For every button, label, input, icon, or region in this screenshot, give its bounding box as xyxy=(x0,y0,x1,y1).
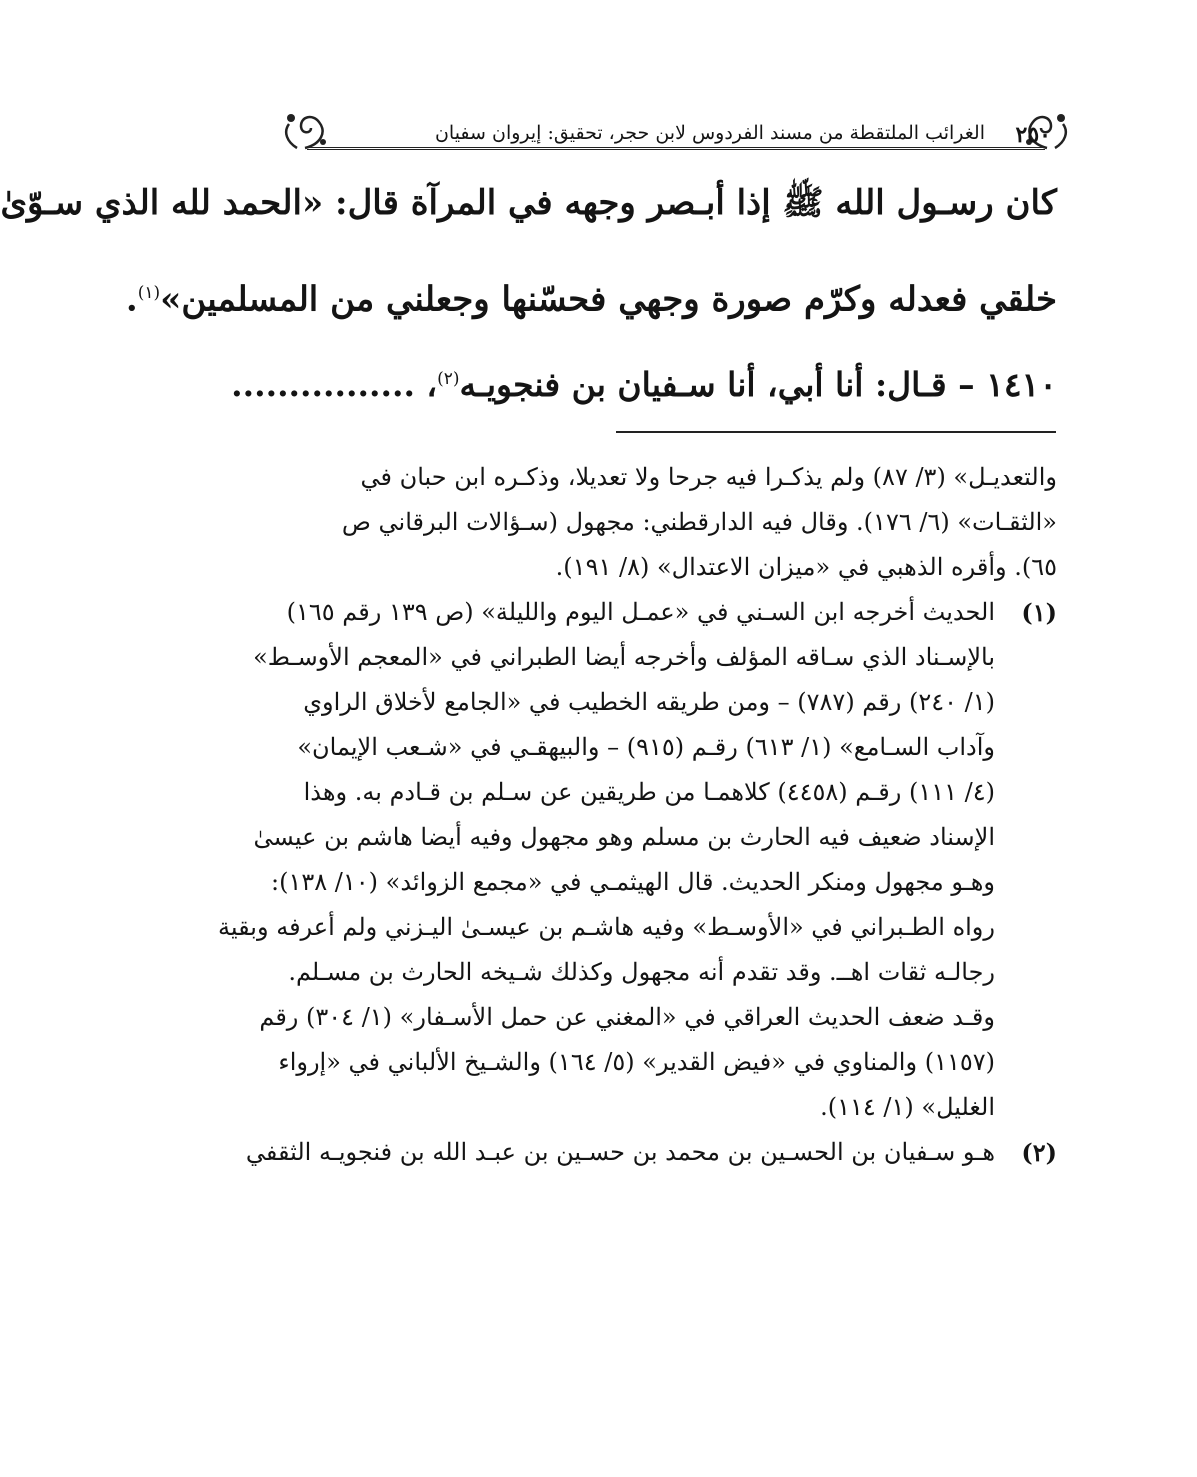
footnote-1-number: (١) xyxy=(1021,598,1057,627)
fn1-line-6: الإسناد ضعيف فيه الحارث بن مسلم وهو مجهول وفيه أيضا هاشم بن عيسىٰ xyxy=(253,823,995,851)
fn1-line-7: وهـو مجهول ومنكر الحديث. قال الهيثمـي في «مجمع الزوائد» (١٠/ ١٣٨): xyxy=(271,868,995,896)
fn1-line-11: (١١٥٧) والمناوي في «فيض القدير» (٥/ ١٦٤) والشـيخ الألباني في «إرواء xyxy=(278,1048,995,1076)
main-line-2-end: . xyxy=(125,279,138,320)
footnote-1 xyxy=(218,590,1057,1130)
hadith-tail: ، ................ xyxy=(231,365,438,404)
fn1-line-4: وآداب السـامع» (١/ ٦١٣) رقـم (٩١٥) – والبيهقـي في «شـعب الإيمان» xyxy=(297,733,995,761)
fn1-line-2: بالإسـناد الذي سـاقه المؤلف وأخرجه أيضا الطبراني في «المعجم الأوسـط» xyxy=(253,643,995,671)
main-line-2 xyxy=(125,248,1057,344)
page-header xyxy=(287,104,1065,152)
running-title: الغرائب الملتقطة من مسند الفردوس لابن حجر، تحقيق: إيروان سفيان xyxy=(434,122,985,144)
fn-continuation-line-2: «الثقـات» (٦/ ١٧٦). وقال فيه الدارقطني: مجهول (سـؤالات البرقاني ص xyxy=(341,508,1057,536)
footnote-marker-2[interactable]: (٢) xyxy=(437,369,460,389)
main-line-1: كان رسـول الله ﷺ إذا أبـصر وجهه في المرآة قال: «الحمد لله الذي سـوّىٰ xyxy=(0,183,1057,223)
footnotes xyxy=(218,455,1057,1175)
left-ornament-icon xyxy=(279,108,331,152)
fn1-line-3: (١/ ٢٤٠) رقم (٧٨٧) – ومن طريقه الخطيب في «الجامع لأخلاق الراوي xyxy=(303,688,995,716)
fn1-line-5: (٤/ ١١١) رقـم (٤٤٥٨) كلاهمـا من طريقين عن سـلم بن قـادم به. وهذا xyxy=(303,778,995,806)
fn1-line-10: وقـد ضعف الحديث العراقي في «المغني عن حمل الأسـفار» (١/ ٣٠٤) رقم xyxy=(259,1003,995,1031)
fn1-line-1: الحديث أخرجه ابن السـني في «عمـل اليوم والليلة» (ص ١٣٩ رقم ١٦٥) xyxy=(286,598,995,626)
fn-continuation-line-1: والتعديـل» (٣/ ٨٧) ولم يذكـرا فيه جرحا ولا تعديلا، وذكـره ابن حبان في xyxy=(360,463,1057,491)
main-text xyxy=(0,158,1057,344)
footnote-separator xyxy=(616,431,1056,433)
hadith-text: ١٤١٠ – قـال: أنا أبي، أنا سـفيان بن فنجويـه xyxy=(459,365,1057,404)
footnote-2-number: (٢) xyxy=(1021,1138,1057,1167)
fn2-line-1: هـو سـفيان بن الحسـين بن محمد بن حسـين بن عبـد الله بن فنجويـه الثقفي xyxy=(245,1138,995,1166)
fn-continuation-line-3: ٦٥). وأقره الذهبي في «ميزان الاعتدال» (٨/ ١٩١). xyxy=(555,553,1057,581)
fn1-line-8: رواه الطـبراني في «الأوسـط» وفيه هاشـم بن عيسـىٰ اليـزني ولم أعرفه وبقية xyxy=(218,913,995,941)
page-number: ٢٥٠ xyxy=(1015,122,1051,148)
main-line-2-text: خلقي فعدله وكرّم صورة وجهي فحسّنها وجعلني من المسلمين» xyxy=(160,279,1057,320)
hadith-line xyxy=(231,365,1057,404)
footnote-2 xyxy=(245,1130,1057,1175)
header-rule xyxy=(307,147,1045,150)
fn1-line-9: رجالـه ثقات اهــ. وقد تقدم أنه مجهول وكذلك شـيخه الحارث بن مسـلم. xyxy=(288,958,995,986)
fn1-line-12: الغليل» (١/ ١١٤). xyxy=(820,1093,995,1121)
footnote-marker-1[interactable]: (١) xyxy=(137,283,161,303)
